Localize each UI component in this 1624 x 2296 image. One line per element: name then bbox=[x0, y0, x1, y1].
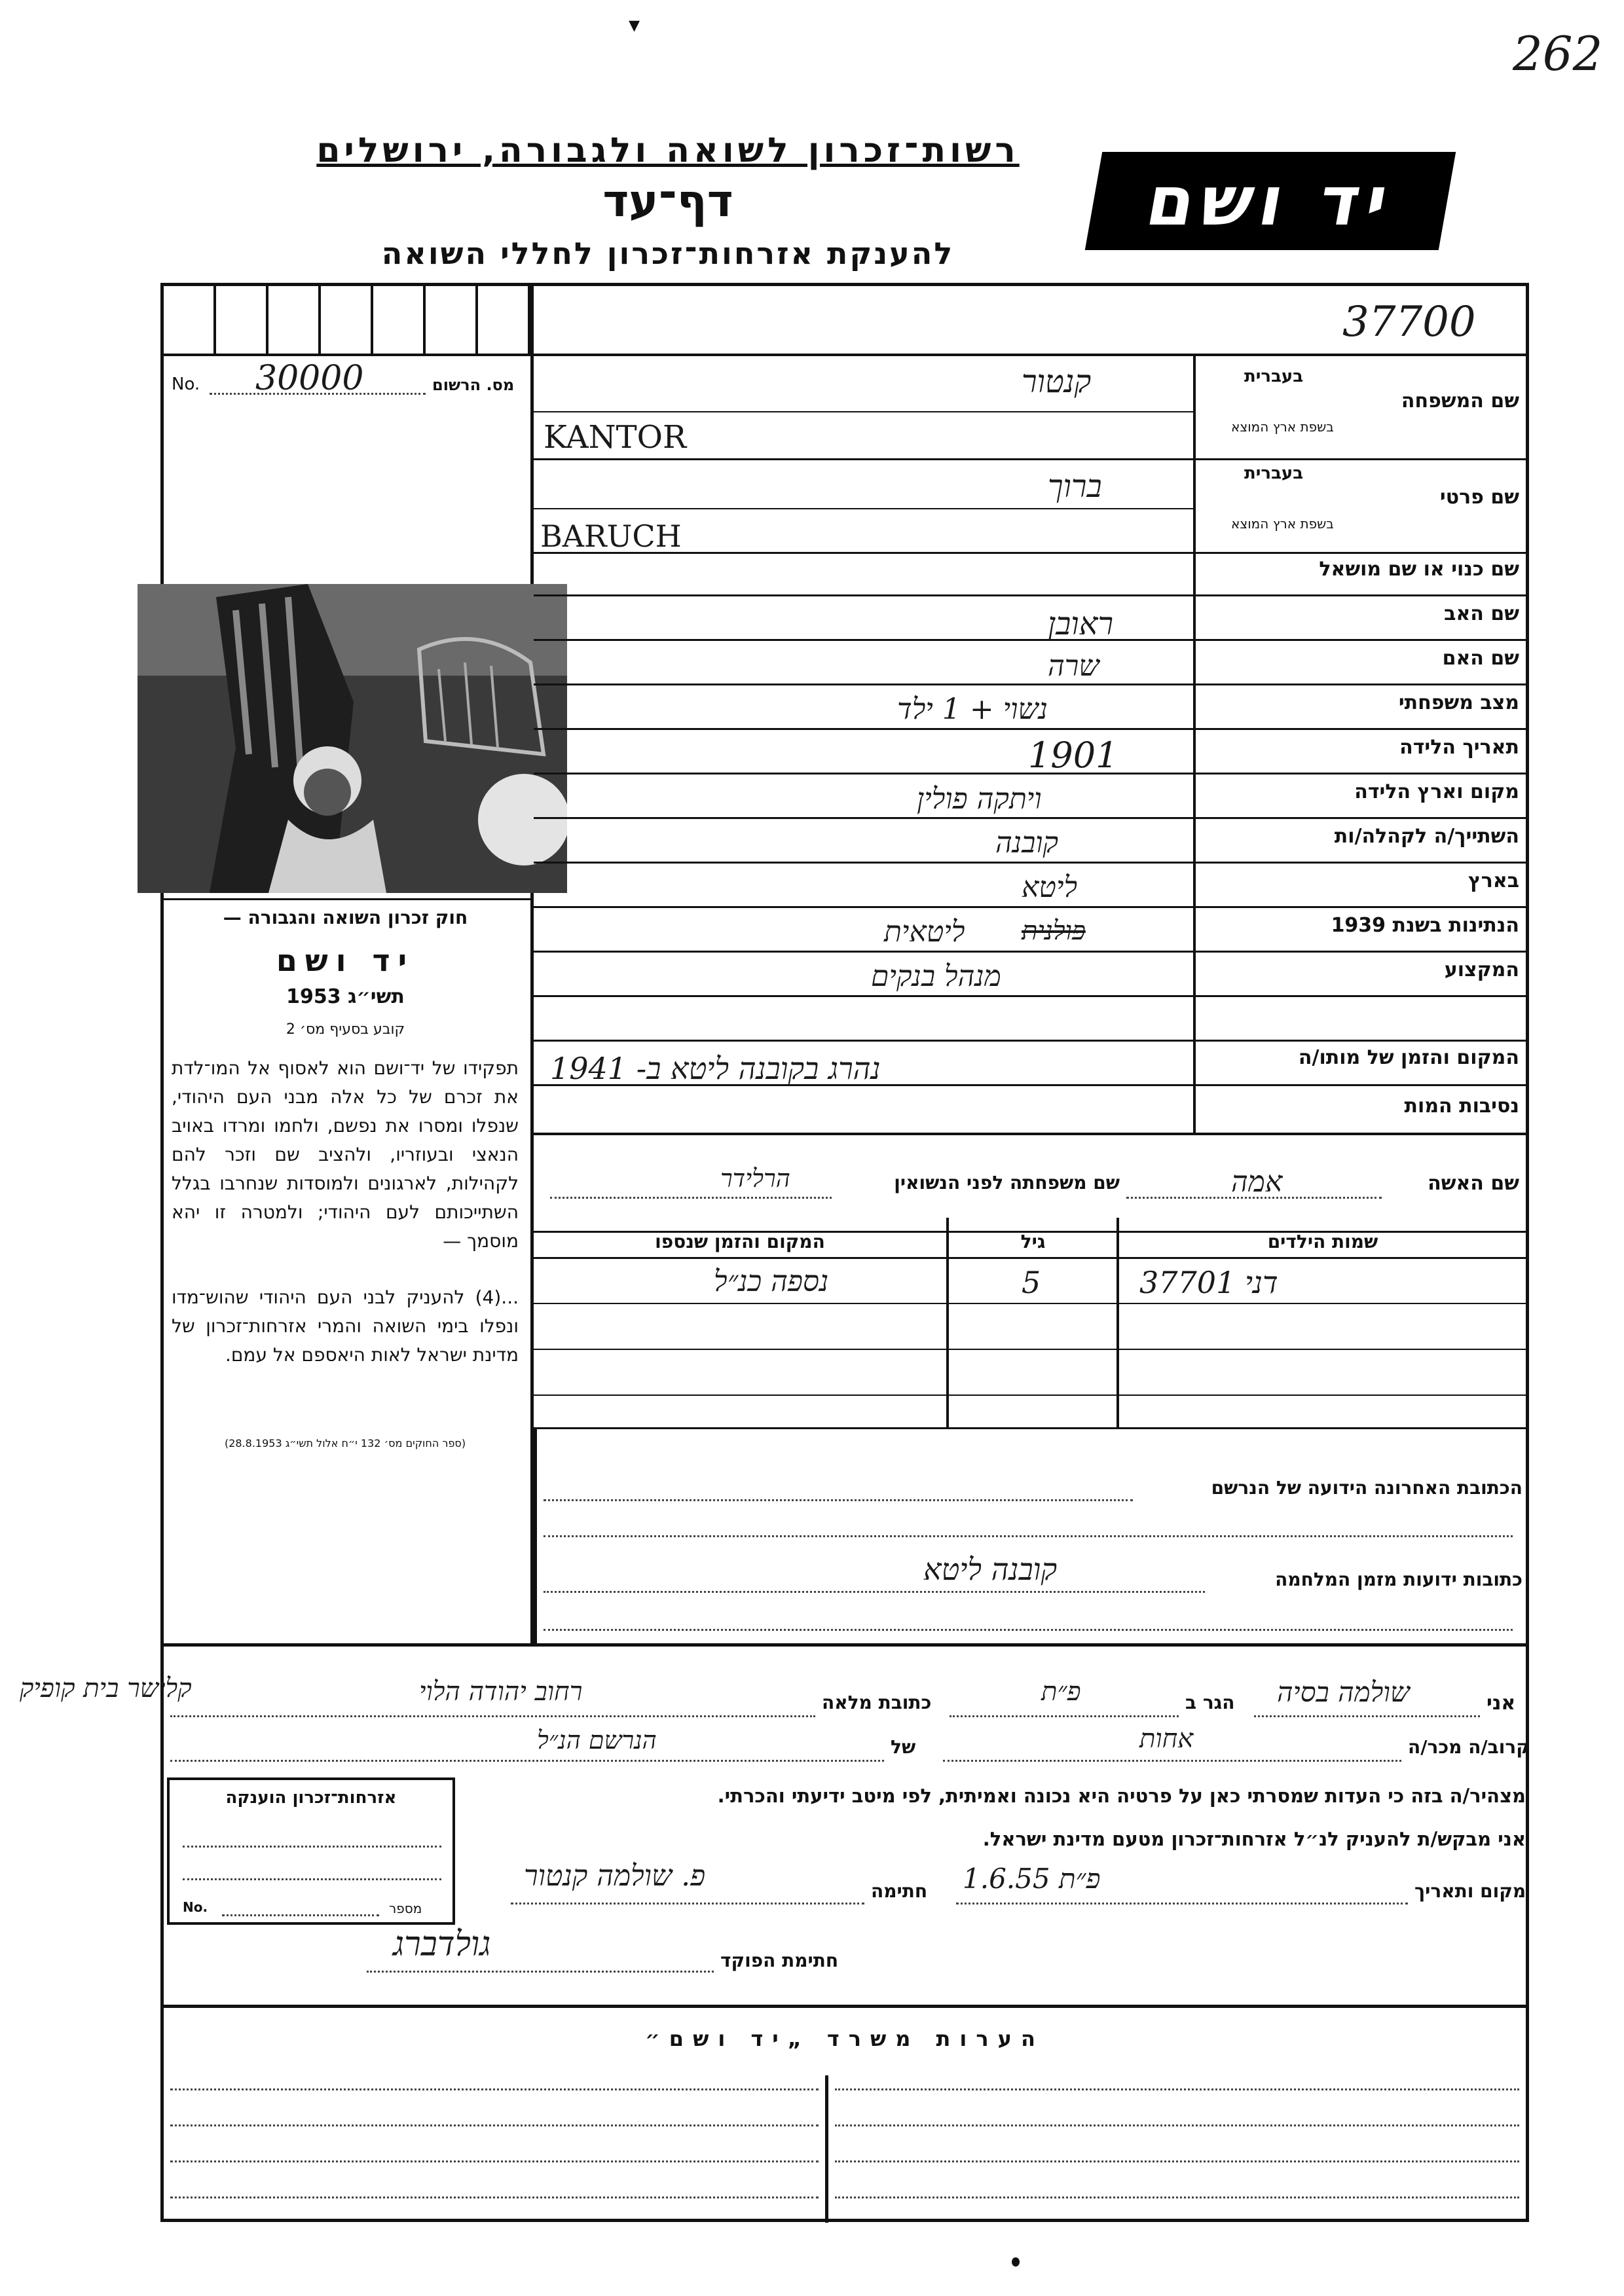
divider bbox=[534, 906, 1529, 908]
declarant-signature: פ. שולמה קנטור bbox=[524, 1859, 706, 1893]
wife-maiden-line bbox=[550, 1197, 832, 1199]
war-addresses-line-2 bbox=[544, 1629, 1513, 1631]
citizenship-struck-value: פולנית bbox=[1022, 916, 1086, 946]
divider bbox=[534, 411, 1195, 412]
place-date-label: מקום ותאריך bbox=[1414, 1880, 1526, 1902]
corner-number: 262 bbox=[1513, 26, 1603, 81]
citizenship-stamp-box bbox=[167, 1777, 455, 1925]
divider bbox=[160, 354, 1529, 356]
divider bbox=[534, 1349, 1529, 1350]
last-address-label: הכתובת האחרונה הידועה של הנרשם bbox=[1211, 1477, 1522, 1499]
notes-line bbox=[170, 2124, 819, 2126]
wife-label: שם האשה bbox=[1428, 1172, 1519, 1195]
divider bbox=[825, 2075, 828, 2223]
yad-vashem-logo bbox=[1085, 152, 1456, 250]
child-age: 5 bbox=[1022, 1265, 1041, 1300]
father-name-label: שם האב bbox=[1444, 602, 1519, 625]
divider bbox=[534, 951, 1529, 953]
divider bbox=[534, 1303, 1529, 1304]
stamp-box-title: אזרחות־זכרון הוענקה bbox=[225, 1788, 397, 1808]
law-name: יד ושם bbox=[276, 943, 415, 978]
divider bbox=[1116, 1218, 1119, 1427]
children-place-header: המקום והזמן שנספו bbox=[655, 1231, 825, 1252]
divider bbox=[160, 2005, 1529, 2008]
law-source: (ספר החוקים מס׳ 132 י״ח אלול תשי״ג 28.8.1953) bbox=[224, 1437, 466, 1449]
war-addresses-label: כתובות ידועות מזמן המלחמה bbox=[1275, 1569, 1522, 1590]
children-names-header: שמות הילדים bbox=[1267, 1231, 1378, 1252]
divider bbox=[534, 1040, 1529, 1042]
wife-value: אמה bbox=[1231, 1165, 1283, 1199]
registration-label: מס. הרשום bbox=[432, 376, 515, 394]
first-name-he-value: ברוך bbox=[1048, 468, 1102, 505]
divider bbox=[534, 1394, 1529, 1396]
child-name: דני 37701 bbox=[1139, 1265, 1278, 1300]
stamp-box-no: No. bbox=[183, 1899, 208, 1915]
divider bbox=[534, 508, 1195, 509]
first-name-label: שם פרטי bbox=[1439, 486, 1519, 509]
stamp-box-no-he: מספר bbox=[389, 1901, 422, 1916]
resides-value: פ״ת bbox=[1041, 1677, 1081, 1707]
law-title: חוק זכרון השואה והגבורה — bbox=[223, 907, 468, 928]
last-address-line bbox=[544, 1499, 1133, 1501]
birth-place-label: מקום וארץ הלידה bbox=[1354, 780, 1519, 803]
community-value: קובנה bbox=[995, 826, 1059, 860]
law-text-2: ...(4) להעניק לבני העם היהודי שהוש־מדו ונפלו בימי השואה והמרי אזרחות־זכרון של מדינת ישראל לאות היאספם אל עמם. bbox=[172, 1286, 519, 1366]
declaration-statement: מצהיר/ה בזה כי העדות שמסרתי כאן על פרטיה היא נכונה ואמיתית, לפי מיטב ידיעתי והכרתי. bbox=[717, 1785, 1526, 1807]
citizenship-value: ליטאית bbox=[884, 915, 965, 949]
divider bbox=[946, 1218, 949, 1427]
war-addresses-value: קובנה ליטא bbox=[923, 1552, 1058, 1587]
marital-status-label: מצב משפחתי bbox=[1398, 691, 1519, 714]
record-number-top: 37700 bbox=[1342, 298, 1476, 346]
first-name-sub-local: בשפת ארץ המוצא bbox=[1231, 516, 1334, 532]
relation-label: קרוב/ה מכר/ה bbox=[1408, 1736, 1530, 1758]
mother-name-value: שרה bbox=[1048, 649, 1099, 683]
notes-line bbox=[835, 2196, 1519, 2198]
notes-line bbox=[170, 2160, 819, 2162]
notes-line bbox=[835, 2124, 1519, 2126]
death-place-value: נהרג בקובנה ליטא ב- 1941 bbox=[550, 1051, 881, 1086]
stamp-box-no-line bbox=[222, 1914, 379, 1916]
registration-number: 30000 bbox=[255, 359, 364, 398]
of-line bbox=[170, 1760, 884, 1762]
birth-date-value: 1901 bbox=[1028, 735, 1118, 776]
death-place-label: המקום והזמן של מותו/ה bbox=[1298, 1046, 1519, 1069]
family-name-label: שם המשפחה bbox=[1401, 390, 1519, 412]
country-value: ליטא bbox=[1022, 871, 1078, 904]
nickname-label: שם כנוי או שם מושאל bbox=[1319, 558, 1519, 581]
first-name-sub-he: בעברית bbox=[1244, 464, 1304, 483]
signature-label: חתימה bbox=[871, 1880, 928, 1902]
law-year: תשי״ג 1953 bbox=[286, 985, 405, 1008]
signature-line bbox=[511, 1903, 864, 1904]
address-label: כתובת מלאה bbox=[822, 1692, 932, 1713]
family-name-he-value: קנטור bbox=[1022, 363, 1092, 400]
children-age-header: גיל bbox=[1020, 1231, 1046, 1252]
law-text: תפקידו של יד־ושם הוא לאסוף אל המו־לדת את זכרם של כל אלה מבני העם היהודי, שנפלו ומסרו את נפשם, ולחמו ומרדו באויב הנאצי ובעוזריו, ולהציב שם וזכר להם לקהילות, לארגונים ולמוסדות שנחרבו בגלל השתייכותם לעם היהודי; ולמטרה זו יהא מוסמך — bbox=[172, 1057, 519, 1252]
address-line bbox=[170, 1715, 815, 1717]
notes-line bbox=[170, 2196, 819, 2198]
index-ticks bbox=[164, 286, 530, 354]
officer-line bbox=[367, 1971, 714, 1973]
margin-note: קלישר בית קופיק bbox=[20, 1673, 192, 1704]
country-label: בארץ bbox=[1467, 869, 1519, 892]
birth-place-value: ויתקה פולין bbox=[917, 782, 1042, 816]
bottom-dot bbox=[1012, 2257, 1020, 2267]
family-name-sub-local: בשפת ארץ המוצא bbox=[1231, 419, 1334, 435]
victim-photo bbox=[138, 584, 567, 893]
authority-header: רשות־זכרון לשואה ולגבורה, ירושלים bbox=[316, 131, 1020, 170]
divider bbox=[160, 1643, 1529, 1647]
label-divider bbox=[1193, 354, 1196, 1133]
family-name-local-value: KANTOR bbox=[544, 419, 687, 456]
profession-value: מנהל בנקים bbox=[871, 960, 1001, 993]
last-address-line-2 bbox=[544, 1535, 1513, 1537]
office-notes-title: הערות משרד „יד ושם״ bbox=[645, 2026, 1044, 2051]
wife-maiden-label: שם משפחתה לפני הנשואין bbox=[894, 1172, 1120, 1194]
divider bbox=[534, 817, 1529, 819]
law-clause: קובע בסעיף מס׳ 2 bbox=[286, 1021, 405, 1038]
divider bbox=[534, 1427, 1529, 1429]
top-mark: ▾ bbox=[629, 12, 640, 38]
notes-line bbox=[835, 2160, 1519, 2162]
stamp-box-line-2 bbox=[183, 1878, 441, 1880]
marital-status-value: נשוי + 1 ילד bbox=[897, 693, 1048, 726]
divider bbox=[160, 898, 534, 900]
divider bbox=[534, 458, 1529, 460]
divider bbox=[534, 639, 1529, 641]
relation-line bbox=[943, 1760, 1401, 1762]
declarant-line bbox=[1254, 1715, 1480, 1717]
notes-line bbox=[835, 2088, 1519, 2090]
declarant-name: שולמה בסיה bbox=[1277, 1676, 1410, 1708]
divider bbox=[534, 594, 1529, 596]
community-label: השתייך/ה לקהלה/ות bbox=[1334, 825, 1519, 848]
declarant-label: אני bbox=[1486, 1692, 1516, 1715]
profession-label: המקצוע bbox=[1444, 958, 1519, 981]
birth-date-label: תאריך הלידה bbox=[1399, 736, 1519, 759]
wife-maiden-value: הרלידר bbox=[720, 1164, 790, 1193]
relation-value: אחות bbox=[1139, 1724, 1194, 1754]
place-date-value: פ״ת 1.6.55 bbox=[963, 1863, 1101, 1895]
of-label: של bbox=[891, 1736, 916, 1758]
officer-signature-label: חתימת הפוקד bbox=[720, 1950, 839, 1971]
divider bbox=[534, 1133, 1529, 1135]
of-value: הנרשם הנ״ל bbox=[537, 1726, 657, 1755]
mother-name-label: שם האם bbox=[1442, 647, 1519, 670]
divider bbox=[534, 1427, 537, 1643]
divider bbox=[534, 862, 1529, 864]
resides-label: הגר ב bbox=[1185, 1692, 1235, 1713]
divider bbox=[534, 552, 1529, 554]
first-name-local-value: BARUCH bbox=[540, 519, 682, 554]
death-circumstances-label: נסיבות המות bbox=[1404, 1095, 1519, 1118]
family-name-sub-he: בעברית bbox=[1244, 367, 1304, 386]
declaration-request: אני מבקש/ת להעניק לנ״ל אזרחות־זכרון מטעם מדינת ישראל. bbox=[982, 1828, 1526, 1850]
citizenship-label: הנתינות בשנת 1939 bbox=[1331, 914, 1519, 937]
divider bbox=[534, 1257, 1529, 1259]
war-addresses-line bbox=[544, 1591, 1205, 1593]
divider bbox=[534, 995, 1529, 997]
photo-image bbox=[138, 584, 567, 893]
officer-signature: גולדברג bbox=[393, 1925, 491, 1964]
form-subtitle: להענקת אזרחות־זכרון לחללי השואה bbox=[381, 236, 955, 271]
form-title: דף־עד bbox=[602, 175, 733, 227]
father-name-value: ראובן bbox=[1048, 606, 1114, 642]
divider bbox=[534, 728, 1529, 730]
address-value: רחוב יהודה הלוי bbox=[419, 1677, 583, 1707]
child-place-time: נספה כנ״ל bbox=[714, 1265, 829, 1298]
registration-prefix: No. bbox=[172, 374, 200, 394]
logo-text: יד ושם bbox=[1140, 161, 1401, 241]
notes-line bbox=[170, 2088, 819, 2090]
stamp-box-line bbox=[183, 1846, 441, 1848]
resides-line bbox=[950, 1715, 1179, 1717]
place-date-line bbox=[956, 1903, 1408, 1904]
divider bbox=[534, 683, 1529, 685]
